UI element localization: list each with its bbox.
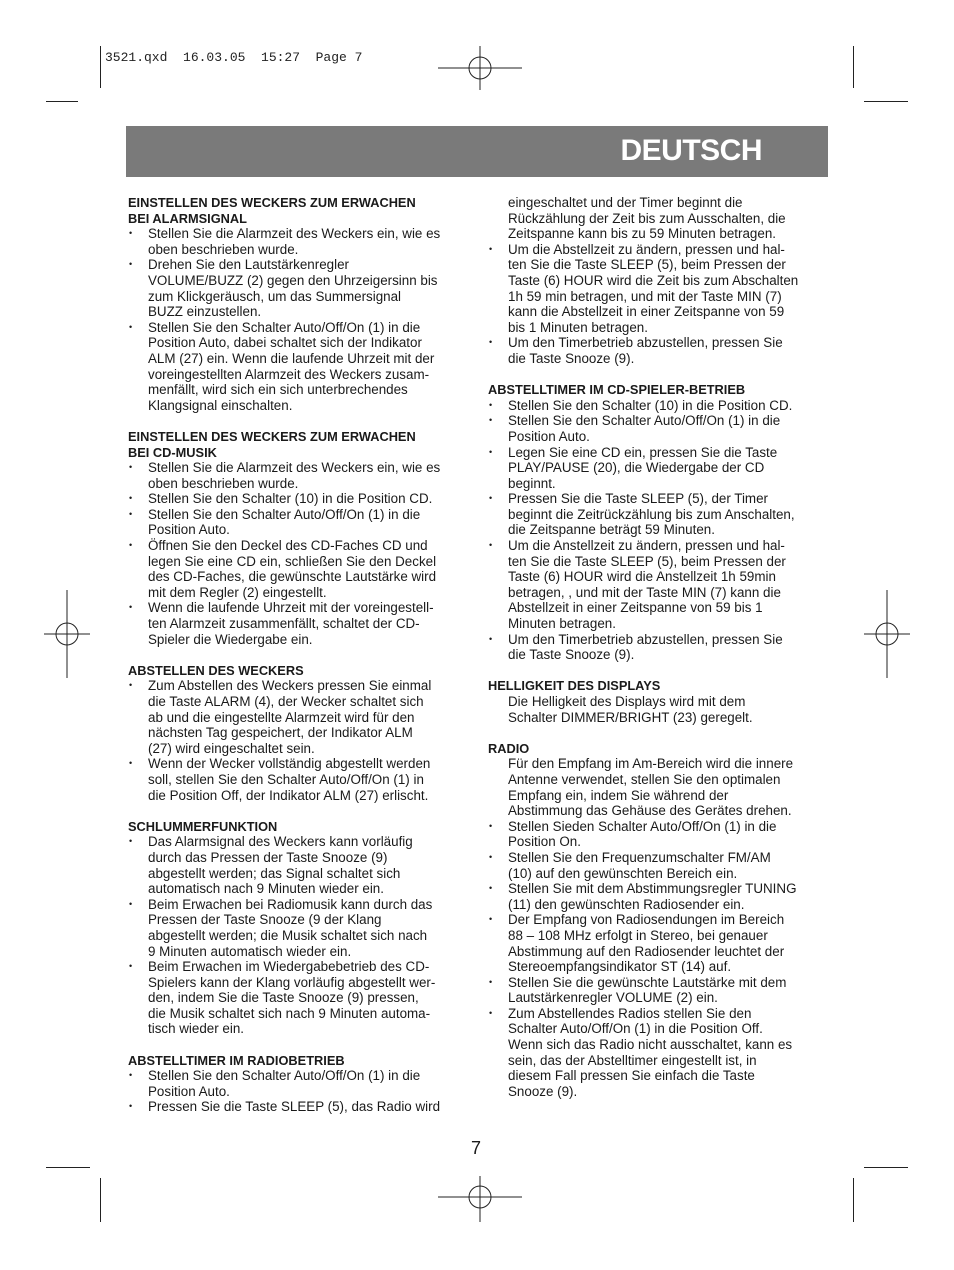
instruction-list [128,460,473,647]
bullet-item: • Beim Erwachen im Wiedergabebetrieb des CD- [128,959,473,975]
text-line: Zeitspanne kann bis zu 59 Minuten betragen. [508,226,776,242]
bullet-item: • Stellen Sie den Schalter Auto/Off/On (1) in die [488,413,833,429]
text-line: 88 – 108 MHz erfolgt in Stereo, bei genauer [508,927,768,943]
text-line: den, indem Sie die Taste Snooze (9) pressen, [148,990,419,1006]
instruction-list [488,195,833,367]
text-line: Lautstärkenregler VOLUME (2) ein. [508,990,718,1006]
text-line: Abstimmung das Gehäuse des Gerätes drehen. [508,803,792,819]
text-line: Position Auto, dabei schaltet sich der Indikator [148,335,422,351]
bullet-item: • Legen Sie eine CD ein, pressen Sie die Taste [488,445,833,461]
bullet-item: • Zum Abstellen des Weckers pressen Sie einmal [128,678,473,694]
text-line: VOLUME/BUZZ (2) gegen den Uhrzeigersinn bis [148,272,438,288]
section-heading: HELLIGKEIT DES DISPLAYS [488,678,661,694]
registration-mark-bottom [438,1176,522,1222]
instruction-list [128,678,473,803]
text-line: Minuten betragen. [508,616,616,632]
bullet-item: • Drehen Sie den Lautstärkenregler [128,257,473,273]
registration-mark-right [864,590,910,678]
text-line: Position Auto. [508,428,590,444]
text-line: voreingestellten Alarmzeit des Weckers zusam- [148,366,430,382]
left-column [128,195,473,1131]
text-line: des CD-Faches, die gewünschte Lautstärke wird [148,569,437,585]
text-line: Schalter DIMMER/BRIGHT (23) geregelt. [508,709,753,725]
bullet-item: • Das Alarmsignal des Weckers kann vorläufig [128,834,473,850]
instruction-section [128,195,473,413]
section-heading: ABSTELLTIMER IM CD-SPIELER-BETRIEB [488,382,746,398]
instruction-list [128,1068,473,1115]
text-line: Für den Empfang im Am-Bereich wird die innere [508,756,794,772]
bullet-item: • Stellen Sie die Alarmzeit des Weckers ein, wie es [128,226,473,242]
text-line: mit dem Regler (2) eingestellt. [148,584,327,600]
text-line: kann die Abstellzeit in einer Zeitspanne von 59 [508,304,785,320]
text-line: die Musik schaltet sich nach 9 Minuten automa- [148,1005,431,1021]
text-line: Position Auto. [148,522,230,538]
instruction-section [488,382,833,663]
section-heading: SCHLUMMERFUNKTION [128,818,278,834]
text-line: 1h 59 min betragen, und mit der Taste MIN (7) [508,288,782,304]
section-heading: BEI ALARMSIGNAL [128,210,247,226]
text-line: tisch wieder ein. [148,1021,245,1037]
bullet-item: • Zum Abstellendes Radios stellen Sie den [488,1006,833,1022]
text-line: Abstimmung auf den Radiosender leuchtet der [508,943,785,959]
text-line: ten Alarmzeit zusammenfällt, schaltet der CD- [148,616,420,632]
text-line: die Zeitspanne beträgt 59 Minuten. [508,522,715,538]
instruction-list [128,226,473,413]
text-line: Empfang ein, indem Sie während der [508,787,729,803]
text-line: Die Helligkeit des Displays wird mit dem [508,694,746,709]
text-line: Antenne verwendet, stellen Sie den optimalen [508,771,781,787]
page-number: 7 [471,1138,482,1158]
text-line: oben beschrieben wurde. [148,475,299,491]
text-line: zum Klickgeräusch, um das Summersignal [148,288,402,304]
text-line: diesem Fall pressen Sie einfach die Taste [508,1068,755,1084]
bullet-item: • Um die Abstellzeit zu ändern, pressen und hal- [488,242,833,258]
text-line: ab und die eingestellte Alarmzeit wird für den [148,709,415,725]
section-heading: ABSTELLEN DES WECKERS [128,662,304,678]
text-line: (10) auf den gewünschten Bereich ein. [508,865,738,881]
bullet-item: • Stellen Sie den Schalter (10) in die Position CD. [128,491,473,507]
text-line: betragen, , und mit der Taste MIN (7) kann die [508,584,781,600]
bullet-item: • Um den Timerbetrieb abzustellen, pressen Sie [488,335,833,351]
bullet-item: • Pressen Sie die Taste SLEEP (5), das Radio wird [128,1099,473,1115]
text-line: durch das Pressen der Taste Snooze (9) [148,849,388,865]
section-heading: ABSTELLTIMER IM RADIOBETRIEB [128,1052,345,1068]
instruction-section [488,195,833,367]
bullet-item: • Stellen Sie den Schalter Auto/Off/On (1) in die [128,320,473,336]
text-line: BUZZ einzustellen. [148,304,262,320]
registration-mark-left [44,590,90,678]
instruction-list [488,398,833,663]
bullet-item: • Stellen Sie den Schalter Auto/Off/On (1) in die [128,1068,473,1084]
bullet-item: • Stellen Sie mit dem Abstimmungsregler TUNING [488,881,833,897]
page-title: DEUTSCH [620,134,762,167]
text-line: Spieler die Wiedergabe ein. [148,631,313,647]
registration-mark-top [438,46,522,90]
text-line: Taste (6) HOUR wird die Zeit bis zum Abschalten [508,272,799,288]
text-line: Taste (6) HOUR wird die Anstellzeit 1h 59min [508,569,776,585]
text-line: Rückzählung der Zeit bis zum Ausschalten, die [508,210,786,226]
text-line: (27) wird eingeschaltet sein. [148,740,315,756]
instruction-list [488,694,833,725]
text-line: bis 1 Minuten betragen. [508,319,648,335]
text-line: 9 Minuten automatisch wieder ein. [148,943,352,959]
text-line: die Taste Snooze (9). [508,350,635,366]
text-line: menfällt, wird sich ein sich unterbrechendes [148,382,408,398]
section-heading: EINSTELLEN DES WECKERS ZUM ERWACHEN [128,195,416,210]
print-slug: 3521.qxd 16.03.05 15:27 Page 7 [105,50,363,65]
text-line: Wenn sich das Radio nicht ausschaltet, kann es [508,1037,793,1053]
text-line: Pressen der Taste Snooze (9 der Klang [148,912,382,928]
instruction-section [128,663,473,803]
text-line: legen Sie eine CD ein, schließen Sie den Deckel [148,553,437,569]
text-line: ten Sie die Taste SLEEP (5), beim Pressen der [508,553,786,569]
text-line: (11) den gewünschten Radiosender ein. [508,896,745,912]
bullet-item: • Wenn der Wecker vollständig abgestellt werden [128,756,473,772]
bullet-item: • Stellen Sie den Schalter (10) in die Position CD. [488,398,833,414]
instruction-section [488,741,833,1100]
text-line: Position On. [508,834,581,850]
bullet-item: • Stellen Sie den Frequenzumschalter FM/AM [488,850,833,866]
text-line: die Taste Snooze (9). [508,647,635,663]
bullet-item: • Stellen Sieden Schalter Auto/Off/On (1) in die [488,819,833,835]
instruction-list [488,756,833,1099]
text-line: beginnt die Zeitrückzählung bis zum Anschalten, [508,506,795,522]
bullet-item: • Der Empfang von Radiosendungen im Bereich [488,912,833,928]
text-line: Schalter Auto/Off/On (1) in die Position Off. [508,1021,763,1037]
text-line: Klangsignal einschalten. [148,397,293,413]
text-line: die Taste ALARM (4), der Wecker schaltet sich [148,694,424,709]
header-banner [126,126,828,177]
right-column [488,195,833,1115]
text-line: PLAY/PAUSE (20), die Wiedergabe der CD [508,460,765,476]
text-line: Spielers kann der Klang vorläufig abgestellt wer- [148,974,436,990]
bullet-item: • Stellen Sie die Alarmzeit des Weckers ein, wie es [128,460,473,476]
section-heading: BEI CD-MUSIK [128,444,217,460]
text-line: automatisch nach 9 Minuten wieder ein. [148,881,384,897]
instruction-section [128,1053,473,1115]
bullet-item: • Pressen Sie die Taste SLEEP (5), der Timer [488,491,833,507]
bullet-item: • Beim Erwachen bei Radiomusik kann durch das [128,897,473,913]
text-line: Position Auto. [148,1083,230,1099]
text-line: Abstellzeit in einer Zeitspanne von 59 bis 1 [508,600,763,616]
text-line: ALM (27) ein. Wenn die laufende Uhrzeit mit der [148,350,435,366]
text-line: abgestellt werden; das Signal schaltet sich [148,865,401,881]
instruction-list [128,834,473,1037]
text-line: sein, das der Abstelltimer eingestellt ist, in [508,1052,757,1068]
bullet-item: • Stellen Sie den Schalter Auto/Off/On (1) in die [128,507,473,523]
instruction-section [128,819,473,1037]
bullet-item: • Um den Timerbetrieb abzustellen, pressen Sie [488,632,833,648]
text-line: Stereoempfangsindikator ST (14) auf. [508,959,732,975]
bullet-item: • Stellen Sie die gewünschte Lautstärke mit dem [488,975,833,991]
bullet-item: • Wenn die laufende Uhrzeit mit der voreingestell- [128,600,473,616]
bullet-item: • Öffnen Sie den Deckel des CD-Faches CD und [128,538,473,554]
text-line: beginnt. [508,475,556,491]
text-line: nächsten Tag gespeichert, der Indikator ALM [148,725,413,741]
instruction-section [128,429,473,647]
bullet-item: • Um die Anstellzeit zu ändern, pressen und hal- [488,538,833,554]
text-line: Snooze (9). [508,1083,578,1099]
text-line: oben beschrieben wurde. [148,241,299,257]
text-line: abgestellt werden; die Musik schaltet sich nach [148,927,428,943]
instruction-section [488,678,833,725]
section-heading: RADIO [488,740,530,756]
text-line: soll, stellen Sie den Schalter Auto/Off/On (1) in [148,771,424,787]
text-line: die Position Off, der Indikator ALM (27) erlischt. [148,787,429,803]
text-line: ten Sie die Taste SLEEP (5), beim Pressen der [508,257,786,273]
text-line: eingeschaltet und der Timer beginnt die [508,195,743,210]
section-heading: EINSTELLEN DES WECKERS ZUM ERWACHEN [128,428,416,444]
